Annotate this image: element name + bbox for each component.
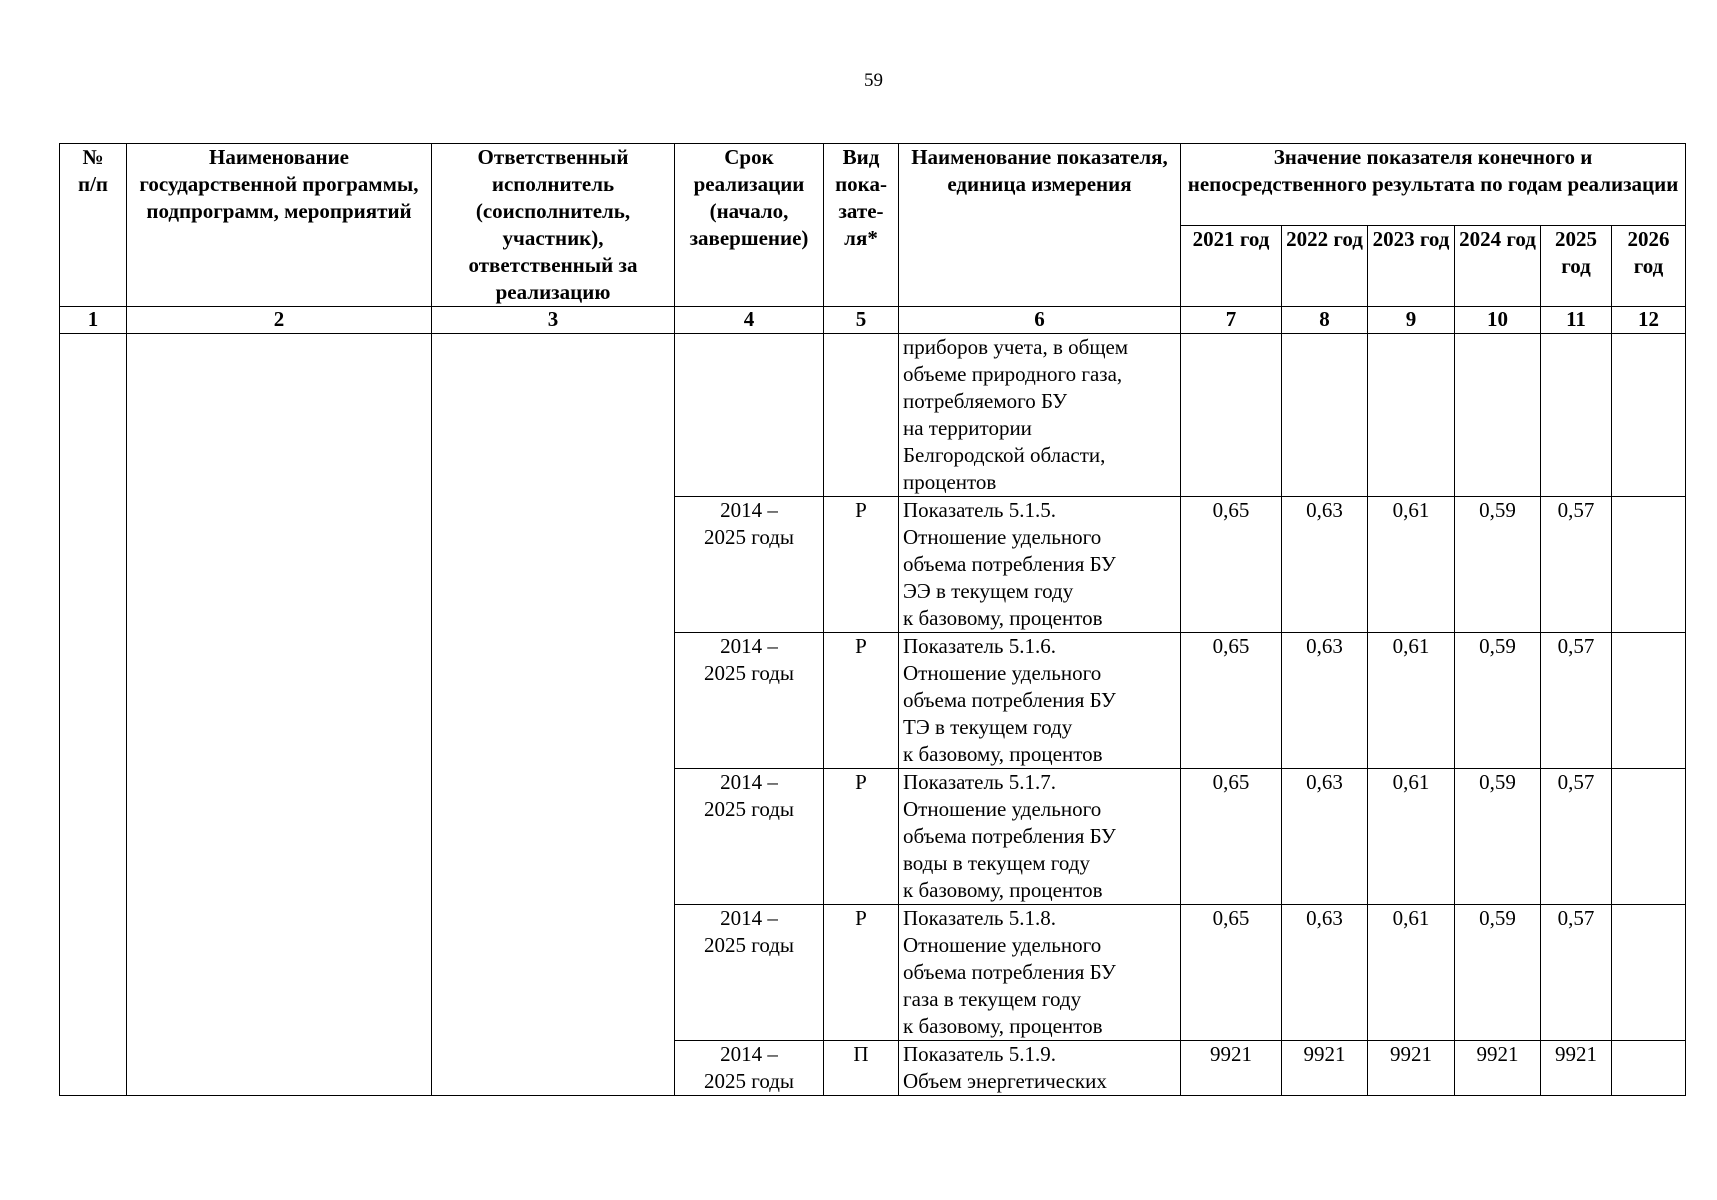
cell-value: 9921 xyxy=(1368,1041,1455,1096)
cell-indicator-type: П xyxy=(824,1041,899,1096)
cell-value: 0,57 xyxy=(1541,905,1612,1041)
column-number: 6 xyxy=(899,307,1181,334)
column-number: 7 xyxy=(1181,307,1282,334)
cell-program-name xyxy=(127,334,432,1096)
header-indicator-name: Наименование показателя, единица измерения xyxy=(899,144,1181,307)
cell-term: 2014 – 2025 годы xyxy=(675,769,824,905)
cell-indicator-name: приборов учета, в общем объеме природного газа, потребляемого БУ на территории Белгородской области, процентов xyxy=(899,334,1181,497)
header-indicator-type: Вид пока-зате-ля* xyxy=(824,144,899,307)
cell-value: 0,65 xyxy=(1181,905,1282,1041)
header-year: 2024 год xyxy=(1455,225,1541,307)
column-number: 10 xyxy=(1455,307,1541,334)
cell-indicator-type: Р xyxy=(824,633,899,769)
cell-term: 2014 – 2025 годы xyxy=(675,497,824,633)
cell-indicator-name: Показатель 5.1.8. Отношение удельного объема потребления БУ газа в текущем году к базовому, процентов xyxy=(899,905,1181,1041)
cell-value: 0,59 xyxy=(1455,497,1541,633)
cell-term: 2014 – 2025 годы xyxy=(675,633,824,769)
cell-indicator-type: Р xyxy=(824,905,899,1041)
header-term: Срок реализации (начало, завершение) xyxy=(675,144,824,307)
table-row xyxy=(60,334,1686,497)
cell-term: 2014 – 2025 годы xyxy=(675,1041,824,1096)
cell-value: 0,63 xyxy=(1282,769,1368,905)
cell-value: 0,61 xyxy=(1368,769,1455,905)
cell-value: 0,63 xyxy=(1282,633,1368,769)
header-program-name: Наименование государственной программы, подпрограмм, мероприятий xyxy=(127,144,432,307)
cell-number xyxy=(60,334,127,1096)
cell-value xyxy=(1612,905,1686,1041)
cell-value xyxy=(1612,334,1686,497)
cell-value: 0,61 xyxy=(1368,633,1455,769)
header-year: 2023 год xyxy=(1368,225,1455,307)
cell-value: 9921 xyxy=(1455,1041,1541,1096)
cell-value: 9921 xyxy=(1282,1041,1368,1096)
column-number: 4 xyxy=(675,307,824,334)
cell-value xyxy=(1181,334,1282,497)
column-number: 8 xyxy=(1282,307,1368,334)
header-year: 2022 год xyxy=(1282,225,1368,307)
cell-value xyxy=(1282,334,1368,497)
column-number: 2 xyxy=(127,307,432,334)
header-number: № п/п xyxy=(60,144,127,307)
cell-indicator-name: Показатель 5.1.6. Отношение удельного объема потребления БУ ТЭ в текущем году к базовому, процентов xyxy=(899,633,1181,769)
column-number: 1 xyxy=(60,307,127,334)
cell-value: 0,59 xyxy=(1455,769,1541,905)
column-number: 5 xyxy=(824,307,899,334)
cell-value: 0,61 xyxy=(1368,905,1455,1041)
cell-value xyxy=(1612,497,1686,633)
cell-value: 0,63 xyxy=(1282,497,1368,633)
cell-value: 0,61 xyxy=(1368,497,1455,633)
header-values-group: Значение показателя конечного и непосредственного результата по годам реализации xyxy=(1181,144,1686,226)
header-year: 2025 год xyxy=(1541,225,1612,307)
cell-term: 2014 – 2025 годы xyxy=(675,905,824,1041)
cell-value: 0,65 xyxy=(1181,633,1282,769)
cell-term xyxy=(675,334,824,497)
column-number: 12 xyxy=(1612,307,1686,334)
column-number: 11 xyxy=(1541,307,1612,334)
header-year: 2021 год xyxy=(1181,225,1282,307)
cell-value: 0,63 xyxy=(1282,905,1368,1041)
column-number: 3 xyxy=(432,307,675,334)
cell-value: 0,57 xyxy=(1541,769,1612,905)
cell-value: 0,57 xyxy=(1541,497,1612,633)
cell-value: 0,57 xyxy=(1541,633,1612,769)
cell-value: 9921 xyxy=(1181,1041,1282,1096)
cell-value xyxy=(1612,1041,1686,1096)
header-executor: Ответственный исполнитель (соисполнитель, участник), ответственный за реализацию xyxy=(432,144,675,307)
cell-indicator-type xyxy=(824,334,899,497)
cell-value xyxy=(1368,334,1455,497)
header-year: 2026 год xyxy=(1612,225,1686,307)
cell-value: 9921 xyxy=(1541,1041,1612,1096)
cell-value: 0,65 xyxy=(1181,497,1282,633)
cell-value xyxy=(1612,633,1686,769)
page-number: 59 xyxy=(864,70,883,91)
cell-executor xyxy=(432,334,675,1096)
cell-indicator-name: Показатель 5.1.9. Объем энергетических xyxy=(899,1041,1181,1096)
cell-value: 0,65 xyxy=(1181,769,1282,905)
cell-indicator-type: Р xyxy=(824,497,899,633)
cell-value xyxy=(1612,769,1686,905)
cell-value xyxy=(1455,334,1541,497)
cell-value: 0,59 xyxy=(1455,633,1541,769)
cell-indicator-type: Р xyxy=(824,769,899,905)
cell-value xyxy=(1541,334,1612,497)
indicators-table xyxy=(59,143,1686,1096)
cell-indicator-name: Показатель 5.1.7. Отношение удельного объема потребления БУ воды в текущем году к базовому, процентов xyxy=(899,769,1181,905)
column-number: 9 xyxy=(1368,307,1455,334)
cell-indicator-name: Показатель 5.1.5. Отношение удельного объема потребления БУ ЭЭ в текущем году к базовому, процентов xyxy=(899,497,1181,633)
cell-value: 0,59 xyxy=(1455,905,1541,1041)
